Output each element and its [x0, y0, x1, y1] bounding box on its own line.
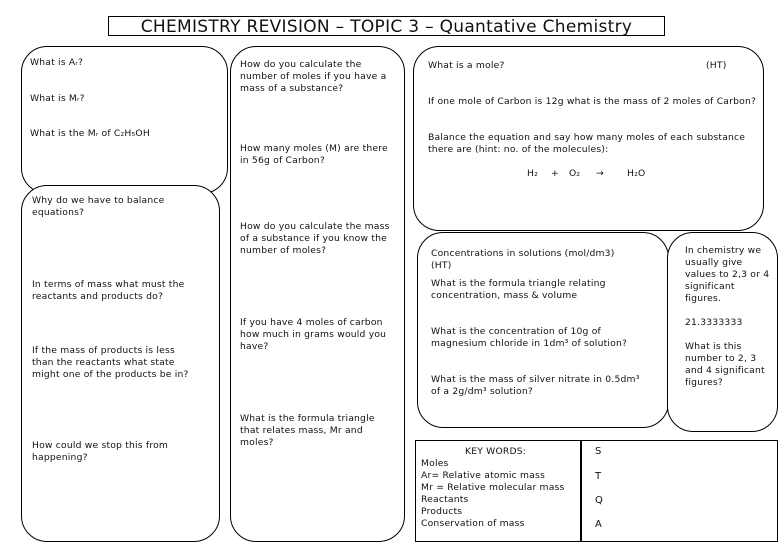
key-words-heading: KEY WORDS: [465, 446, 527, 457]
question-mass-two-moles: If one mole of Carbon is 12g what is the mass of 2 moles of Carbon? [428, 96, 757, 107]
key-word-item: Reactants [421, 494, 469, 505]
higher-tier-label: (HT) [706, 60, 727, 71]
question-moles-in-carbon: How many moles (M) are there in 56g of Carbon? [240, 143, 388, 166]
question-formula-triangle: What is the formula triangle that relates mass, Mr and moles? [240, 413, 375, 448]
question-reactants-products-mass: In terms of mass what must the reactants and products do? [32, 279, 185, 302]
equation-h2o: H₂O [627, 168, 646, 179]
stqa-box [581, 440, 778, 542]
equation-plus: + [551, 168, 559, 179]
equation-o2: O₂ [569, 168, 581, 179]
concentrations-higher-tier: (HT) [431, 260, 452, 271]
question-stop-happening: How could we stop this from happening? [32, 440, 169, 463]
stqa-letter-t: T [595, 471, 602, 482]
significant-figures-question: What is this number to 2, 3 and 4 significant figures? [685, 341, 765, 388]
stqa-letter-s: S [595, 446, 602, 457]
question-silver-nitrate: What is the mass of silver nitrate in 0.5dm³ of a 2g/dm³ solution? [431, 374, 640, 397]
key-word-item: Mr = Relative molecular mass [421, 482, 565, 493]
question-magnesium-chloride: What is the concentration of 10g of magnesium chloride in 1dm³ of solution? [431, 326, 628, 349]
stqa-letter-a: A [595, 519, 603, 530]
question-moles-from-mass: How do you calculate the number of moles if you have a mass of a substance? [240, 59, 387, 94]
equation-h2: H₂ [527, 168, 538, 179]
key-word-item: Moles [421, 458, 449, 469]
page-title: CHEMISTRY REVISION – TOPIC 3 – Quantative Chemistry [108, 16, 665, 36]
question-what-is-mole: What is a mole? [428, 60, 505, 71]
question-concentration-triangle: What is the formula triangle relating concentration, mass & volume [431, 278, 606, 301]
question-mass-from-moles: How do you calculate the mass of a substance if you know the number of moles? [240, 221, 390, 256]
key-word-item: Ar= Relative atomic mass [421, 470, 545, 481]
key-word-item: Conservation of mass [421, 518, 525, 529]
concentrations-heading: Concentrations in solutions (mol/dm3) [431, 248, 615, 259]
arrow-right-icon: → [596, 168, 604, 179]
key-word-item: Products [421, 506, 463, 517]
moles-mass-box [230, 46, 405, 542]
question-balance-equation: Balance the equation and say how many moles of each substance there are (hint: no. of the molecules): [428, 132, 746, 155]
question-ar: What is Aᵣ? [30, 57, 84, 68]
question-balance-why: Why do we have to balance equations? [32, 195, 165, 218]
question-mr: What is Mᵣ? [30, 93, 85, 104]
question-mr-ethanol: What is the Mᵣ of C₂H₅OH [30, 128, 150, 139]
question-product-state: If the mass of products is less than the reactants what state might one of the products be in? [32, 345, 189, 380]
significant-figures-note: In chemistry we usually give values to 2,3 or 4 significant figures. [685, 245, 770, 304]
stqa-letter-q: Q [595, 495, 604, 506]
question-grams-of-carbon: If you have 4 moles of carbon how much in grams would you have? [240, 317, 387, 352]
significant-figures-number: 21.3333333 [685, 317, 743, 328]
